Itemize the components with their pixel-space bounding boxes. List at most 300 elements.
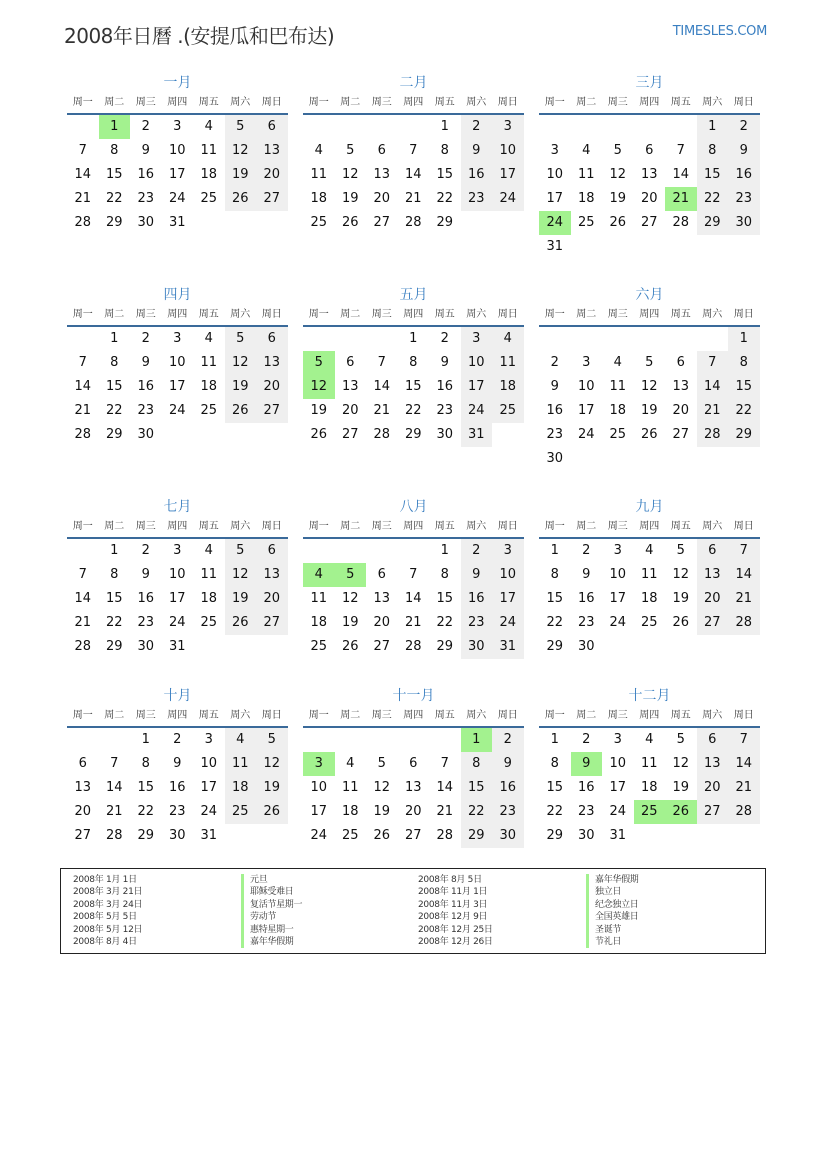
- weekday-label: 周二: [340, 710, 361, 721]
- day-cell: 21: [105, 804, 123, 819]
- day-cell: 7: [110, 756, 119, 771]
- weekday-label: 周六: [466, 710, 487, 721]
- day-cell: 26: [672, 615, 690, 630]
- legend-holiday-name: 纪念独立日: [586, 899, 639, 911]
- day-cell: 21: [697, 399, 729, 423]
- day-cell: 5: [676, 543, 685, 558]
- day-cell: 19: [341, 191, 359, 206]
- weekday-label: 周六: [230, 97, 251, 108]
- day-cell: 18: [310, 191, 328, 206]
- month-block: [539, 73, 760, 259]
- empty-cell: [303, 327, 335, 351]
- day-cell: 8: [110, 355, 119, 370]
- day-cell: 10: [609, 756, 627, 771]
- day-cell: 19: [640, 403, 658, 418]
- day-cell: 17: [310, 804, 328, 819]
- weekday-label: 周二: [576, 309, 597, 320]
- empty-cell: [539, 115, 571, 139]
- day-cell: 14: [728, 752, 760, 776]
- day-cell: 27: [672, 427, 690, 442]
- holiday-day-cell: 1: [99, 115, 131, 139]
- holiday-day-cell: 5: [335, 563, 367, 587]
- day-cell: 25: [310, 215, 328, 230]
- day-cell: 24: [577, 427, 595, 442]
- month-title: 六月: [635, 287, 664, 303]
- legend-holiday-name: 劳动节: [241, 911, 276, 923]
- month-title: 八月: [399, 499, 428, 515]
- holiday-day-cell: 4: [303, 563, 335, 587]
- day-cell: 3: [492, 539, 524, 563]
- legend-holiday-name: 耶稣受难日: [241, 886, 294, 898]
- day-cell: 11: [200, 143, 218, 158]
- weekday-label: 周一: [72, 710, 93, 721]
- day-cell: 11: [640, 567, 658, 582]
- day-cell: 16: [137, 591, 155, 606]
- day-cell: 2: [461, 115, 493, 139]
- weekday-label: 周五: [670, 710, 691, 721]
- day-cell: 22: [105, 191, 123, 206]
- day-cell: 21: [74, 403, 92, 418]
- empty-cell: [366, 115, 398, 139]
- day-cell: 21: [728, 587, 760, 611]
- empty-cell: [335, 327, 367, 351]
- weekday-label: 周二: [340, 97, 361, 108]
- day-cell: 9: [141, 355, 150, 370]
- day-cell: 16: [168, 780, 186, 795]
- day-cell: 25: [609, 427, 627, 442]
- day-cell: 7: [377, 355, 386, 370]
- day-grid: [539, 327, 760, 471]
- day-cell: 1: [110, 331, 119, 346]
- day-cell: 1: [728, 327, 760, 351]
- day-cell: 20: [74, 804, 92, 819]
- legend-holiday-name: 惠特星期一: [241, 924, 294, 936]
- holiday-day-cell: 21: [665, 187, 697, 211]
- day-cell: 23: [168, 804, 186, 819]
- day-cell: 15: [461, 776, 493, 800]
- day-cell: 10: [168, 355, 186, 370]
- day-cell: 15: [436, 167, 454, 182]
- day-cell: 19: [672, 780, 690, 795]
- day-cell: 20: [404, 804, 422, 819]
- day-cell: 27: [341, 427, 359, 442]
- day-cell: 7: [697, 351, 729, 375]
- day-cell: 29: [461, 824, 493, 848]
- day-cell: 2: [582, 732, 591, 747]
- day-cell: 9: [173, 756, 182, 771]
- day-cell: 22: [105, 403, 123, 418]
- day-cell: 14: [74, 167, 92, 182]
- day-cell: 17: [492, 163, 524, 187]
- day-cell: 21: [404, 615, 422, 630]
- day-cell: 23: [728, 187, 760, 211]
- day-cell: 2: [440, 331, 449, 346]
- day-cell: 17: [492, 587, 524, 611]
- weekday-label: 周二: [576, 97, 597, 108]
- empty-cell: [602, 115, 634, 139]
- month-title: 七月: [163, 499, 192, 515]
- day-cell: 19: [373, 804, 391, 819]
- empty-cell: [398, 115, 430, 139]
- day-cell: 6: [346, 355, 355, 370]
- day-cell: 11: [577, 167, 595, 182]
- day-cell: 2: [728, 115, 760, 139]
- day-cell: 17: [577, 403, 595, 418]
- weekday-header: [67, 706, 288, 728]
- weekday-label: 周三: [371, 97, 392, 108]
- day-cell: 1: [550, 543, 559, 558]
- day-cell: 30: [168, 828, 186, 843]
- day-cell: 4: [314, 143, 323, 158]
- day-cell: 30: [137, 639, 155, 654]
- day-cell: 1: [697, 115, 729, 139]
- day-cell: 13: [256, 351, 288, 375]
- day-cell: 10: [492, 139, 524, 163]
- day-cell: 16: [137, 167, 155, 182]
- month-block: [67, 686, 288, 848]
- weekday-label: 周五: [434, 710, 455, 721]
- day-cell: 7: [78, 567, 87, 582]
- day-grid: [303, 728, 524, 848]
- day-cell: 30: [577, 639, 595, 654]
- day-cell: 8: [550, 756, 559, 771]
- weekday-header: [303, 305, 524, 327]
- day-cell: 4: [645, 732, 654, 747]
- day-cell: 16: [436, 379, 454, 394]
- day-cell: 24: [609, 804, 627, 819]
- day-cell: 15: [105, 167, 123, 182]
- weekday-label: 周六: [230, 309, 251, 320]
- day-cell: 19: [225, 163, 257, 187]
- day-cell: 25: [225, 800, 257, 824]
- day-grid: [67, 115, 288, 235]
- holiday-day-cell: 3: [303, 752, 335, 776]
- weekday-label: 周五: [434, 97, 455, 108]
- weekday-label: 周六: [466, 97, 487, 108]
- day-cell: 5: [346, 143, 355, 158]
- day-cell: 31: [461, 423, 493, 447]
- empty-cell: [665, 115, 697, 139]
- day-cell: 12: [256, 752, 288, 776]
- day-cell: 24: [168, 191, 186, 206]
- day-cell: 8: [141, 756, 150, 771]
- weekday-header: [303, 706, 524, 728]
- day-cell: 2: [141, 331, 150, 346]
- weekday-label: 周三: [135, 521, 156, 532]
- day-cell: 3: [550, 143, 559, 158]
- day-cell: 14: [697, 375, 729, 399]
- weekday-label: 周日: [261, 97, 282, 108]
- day-cell: 2: [141, 119, 150, 134]
- weekday-header: [539, 517, 760, 539]
- day-cell: 13: [256, 139, 288, 163]
- weekday-header: [67, 517, 288, 539]
- weekday-label: 周四: [403, 521, 424, 532]
- day-cell: 22: [137, 804, 155, 819]
- weekday-label: 周四: [403, 97, 424, 108]
- empty-cell: [539, 327, 571, 351]
- day-cell: 24: [168, 403, 186, 418]
- brand-link[interactable]: TIMESLES.COM: [672, 24, 767, 39]
- weekday-label: 周一: [544, 710, 565, 721]
- empty-cell: [665, 327, 697, 351]
- day-cell: 31: [546, 239, 564, 254]
- day-cell: 17: [609, 780, 627, 795]
- legend-holiday-name: 全国英雄日: [586, 911, 639, 923]
- day-cell: 12: [640, 379, 658, 394]
- day-cell: 26: [225, 611, 257, 635]
- empty-cell: [398, 539, 430, 563]
- day-cell: 10: [609, 567, 627, 582]
- weekday-label: 周一: [308, 710, 329, 721]
- day-cell: 28: [436, 828, 454, 843]
- day-cell: 18: [225, 776, 257, 800]
- empty-cell: [67, 728, 99, 752]
- weekday-label: 周日: [497, 97, 518, 108]
- weekday-label: 周四: [639, 710, 660, 721]
- weekday-label: 周五: [198, 309, 219, 320]
- empty-cell: [366, 539, 398, 563]
- weekday-label: 周一: [544, 521, 565, 532]
- weekday-label: 周二: [576, 521, 597, 532]
- empty-cell: [67, 115, 99, 139]
- day-cell: 22: [436, 615, 454, 630]
- day-cell: 27: [640, 215, 658, 230]
- day-cell: 14: [74, 379, 92, 394]
- day-cell: 1: [409, 331, 418, 346]
- day-cell: 27: [404, 828, 422, 843]
- day-cell: 29: [728, 423, 760, 447]
- legend-holiday-name: 复活节星期一: [241, 899, 302, 911]
- day-cell: 2: [492, 728, 524, 752]
- day-cell: 28: [74, 639, 92, 654]
- month-block: [67, 285, 288, 447]
- day-cell: 13: [697, 752, 729, 776]
- day-cell: 3: [173, 331, 182, 346]
- day-cell: 28: [105, 828, 123, 843]
- empty-cell: [335, 728, 367, 752]
- weekday-header: [67, 93, 288, 115]
- day-cell: 30: [546, 451, 564, 466]
- day-cell: 26: [341, 215, 359, 230]
- empty-cell: [335, 115, 367, 139]
- weekday-header: [303, 93, 524, 115]
- day-cell: 18: [640, 591, 658, 606]
- empty-cell: [67, 539, 99, 563]
- day-cell: 20: [373, 191, 391, 206]
- legend-date: 2008年 5月 12日: [73, 924, 143, 935]
- day-cell: 8: [728, 351, 760, 375]
- weekday-label: 周一: [308, 97, 329, 108]
- day-cell: 3: [613, 732, 622, 747]
- holiday-day-cell: 25: [634, 800, 666, 824]
- day-cell: 22: [697, 187, 729, 211]
- legend-date: 2008年 12月 26日: [418, 937, 493, 947]
- day-cell: 12: [225, 563, 257, 587]
- day-cell: 16: [728, 163, 760, 187]
- weekday-label: 周四: [639, 309, 660, 320]
- day-cell: 4: [204, 331, 213, 346]
- day-cell: 28: [672, 215, 690, 230]
- day-cell: 22: [404, 403, 422, 418]
- day-cell: 28: [404, 639, 422, 654]
- day-cell: 4: [346, 756, 355, 771]
- day-cell: 22: [105, 615, 123, 630]
- day-cell: 9: [582, 567, 591, 582]
- day-cell: 11: [200, 567, 218, 582]
- month-title: 九月: [635, 499, 664, 515]
- day-cell: 1: [440, 119, 449, 134]
- day-cell: 8: [110, 567, 119, 582]
- day-cell: 26: [640, 427, 658, 442]
- holiday-day-cell: 1: [461, 728, 493, 752]
- day-cell: 28: [697, 423, 729, 447]
- weekday-label: 周六: [230, 710, 251, 721]
- day-cell: 20: [697, 776, 729, 800]
- day-cell: 9: [728, 139, 760, 163]
- holiday-day-cell: 5: [303, 351, 335, 375]
- day-cell: 14: [74, 591, 92, 606]
- weekday-label: 周三: [371, 521, 392, 532]
- weekday-label: 周日: [497, 521, 518, 532]
- day-cell: 22: [546, 804, 564, 819]
- legend-date: 2008年 11月 3日: [418, 899, 488, 910]
- day-cell: 1: [110, 543, 119, 558]
- day-cell: 17: [546, 191, 564, 206]
- month-title: 一月: [163, 75, 192, 91]
- day-cell: 6: [409, 756, 418, 771]
- day-cell: 7: [676, 143, 685, 158]
- day-cell: 18: [577, 191, 595, 206]
- weekday-label: 周五: [198, 97, 219, 108]
- day-cell: 13: [341, 379, 359, 394]
- day-cell: 29: [697, 211, 729, 235]
- day-cell: 13: [373, 591, 391, 606]
- day-cell: 30: [492, 824, 524, 848]
- weekday-label: 周三: [607, 710, 628, 721]
- page-title: 2008年日曆 .(安提瓜和巴布达): [64, 24, 335, 48]
- weekday-label: 周四: [639, 97, 660, 108]
- legend-date: 2008年 3月 21日: [73, 887, 143, 898]
- day-cell: 9: [492, 752, 524, 776]
- day-cell: 23: [461, 187, 493, 211]
- weekday-label: 周五: [434, 309, 455, 320]
- day-cell: 28: [728, 611, 760, 635]
- day-cell: 20: [697, 587, 729, 611]
- day-cell: 6: [377, 143, 386, 158]
- month-title: 十二月: [628, 688, 671, 704]
- day-cell: 16: [546, 403, 564, 418]
- weekday-label: 周二: [104, 97, 125, 108]
- month-title: 二月: [399, 75, 428, 91]
- month-title: 四月: [163, 287, 192, 303]
- day-cell: 17: [168, 591, 186, 606]
- day-cell: 12: [609, 167, 627, 182]
- day-cell: 3: [582, 355, 591, 370]
- legend-date: 2008年 8月 4日: [73, 937, 137, 947]
- day-cell: 23: [546, 427, 564, 442]
- day-cell: 14: [672, 167, 690, 182]
- day-cell: 8: [440, 143, 449, 158]
- month-block: [303, 285, 524, 447]
- holiday-day-cell: 26: [665, 800, 697, 824]
- weekday-label: 周二: [340, 521, 361, 532]
- day-cell: 19: [609, 191, 627, 206]
- day-cell: 3: [613, 543, 622, 558]
- legend-holiday-name: 嘉年华假期: [586, 874, 639, 886]
- day-grid: [539, 115, 760, 259]
- weekday-label: 周三: [371, 309, 392, 320]
- legend-date: 2008年 12月 25日: [418, 924, 493, 935]
- day-cell: 25: [200, 615, 218, 630]
- weekday-label: 周三: [135, 710, 156, 721]
- day-cell: 26: [609, 215, 627, 230]
- day-cell: 28: [74, 215, 92, 230]
- day-cell: 14: [728, 563, 760, 587]
- day-cell: 23: [436, 403, 454, 418]
- day-cell: 15: [728, 375, 760, 399]
- day-cell: 28: [404, 215, 422, 230]
- day-cell: 5: [645, 355, 654, 370]
- day-cell: 7: [409, 567, 418, 582]
- day-cell: 5: [676, 732, 685, 747]
- day-cell: 10: [168, 567, 186, 582]
- weekday-label: 周日: [733, 710, 754, 721]
- empty-cell: [335, 539, 367, 563]
- weekday-label: 周四: [167, 309, 188, 320]
- legend-holiday-name: 元旦: [241, 874, 267, 886]
- day-cell: 30: [436, 427, 454, 442]
- month-block: [539, 686, 760, 848]
- day-cell: 18: [640, 780, 658, 795]
- day-cell: 18: [200, 379, 218, 394]
- day-cell: 3: [173, 543, 182, 558]
- day-cell: 7: [440, 756, 449, 771]
- day-cell: 13: [74, 780, 92, 795]
- day-cell: 20: [373, 615, 391, 630]
- day-cell: 21: [373, 403, 391, 418]
- weekday-label: 周二: [104, 521, 125, 532]
- day-cell: 9: [461, 139, 493, 163]
- day-cell: 2: [461, 539, 493, 563]
- legend-date: 2008年 1月 1日: [73, 875, 137, 885]
- day-cell: 16: [577, 780, 595, 795]
- day-cell: 10: [200, 756, 218, 771]
- weekday-label: 周六: [466, 309, 487, 320]
- legend-holiday-name: 嘉年华假期: [241, 936, 294, 948]
- day-cell: 15: [697, 163, 729, 187]
- day-cell: 27: [256, 187, 288, 211]
- day-cell: 13: [640, 167, 658, 182]
- day-cell: 6: [256, 539, 288, 563]
- day-cell: 18: [200, 591, 218, 606]
- day-cell: 17: [168, 379, 186, 394]
- day-cell: 19: [256, 776, 288, 800]
- weekday-label: 周三: [607, 309, 628, 320]
- day-cell: 27: [373, 215, 391, 230]
- legend-holiday-name: 节礼日: [586, 936, 621, 948]
- weekday-label: 周五: [670, 521, 691, 532]
- day-cell: 31: [609, 828, 627, 843]
- day-cell: 15: [546, 591, 564, 606]
- day-cell: 16: [492, 776, 524, 800]
- day-cell: 4: [645, 543, 654, 558]
- day-cell: 25: [200, 403, 218, 418]
- day-cell: 4: [582, 143, 591, 158]
- day-cell: 26: [225, 187, 257, 211]
- day-cell: 23: [577, 804, 595, 819]
- month-block: [67, 73, 288, 235]
